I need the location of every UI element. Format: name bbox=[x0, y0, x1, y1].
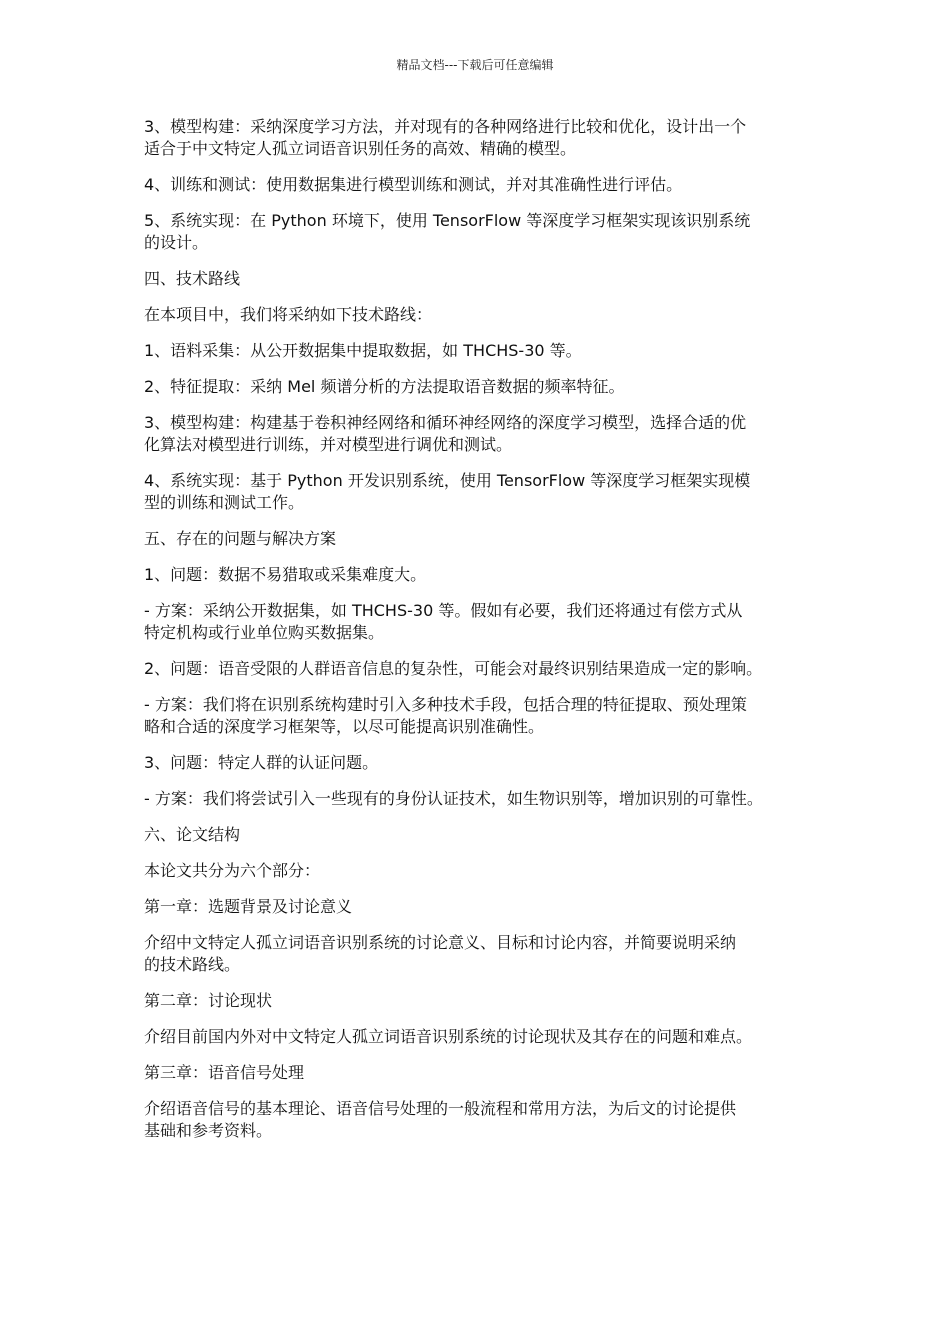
chapter-heading-text: 第二章：讨论现状 bbox=[144, 991, 273, 1010]
section-heading bbox=[144, 824, 816, 846]
paragraph-line: 3、问题：特定人群的认证问题。 bbox=[144, 753, 379, 772]
paragraph-line: 基础和参考资料。 bbox=[144, 1121, 273, 1140]
paragraph bbox=[144, 304, 816, 326]
chapter-heading bbox=[144, 1062, 816, 1084]
chapter-heading bbox=[144, 896, 816, 918]
paragraph-line: 的设计。 bbox=[144, 233, 209, 252]
page-header: 精品文档---下载后可任意编辑 bbox=[396, 58, 554, 72]
paragraph bbox=[144, 788, 816, 810]
paragraph bbox=[144, 470, 816, 514]
paragraph-line: 本论文共分为六个部分： bbox=[144, 861, 321, 880]
paragraph-line: 的技术路线。 bbox=[144, 955, 241, 974]
paragraph-line: 在本项目中，我们将采纳如下技术路线： bbox=[144, 305, 433, 324]
paragraph-line: 型的训练和测试工作。 bbox=[144, 493, 305, 512]
paragraph bbox=[144, 174, 816, 196]
paragraph-line: 介绍目前国内外对中文特定人孤立词语音识别系统的讨论现状及其存在的问题和难点。 bbox=[144, 1027, 753, 1046]
section-heading bbox=[144, 528, 816, 550]
paragraph-line: 2、特征提取：采纳 Mel 频谱分析的方法提取语音数据的频率特征。 bbox=[144, 377, 625, 396]
chapter-heading bbox=[144, 990, 816, 1012]
paragraph-line: 特定机构或行业单位购买数据集。 bbox=[144, 623, 385, 642]
paragraph bbox=[144, 860, 816, 882]
paragraph-line: 化算法对模型进行训练，并对模型进行调优和测试。 bbox=[144, 435, 513, 454]
paragraph-line: - 方案：我们将在识别系统构建时引入多种技术手段，包括合理的特征提取、预处理策 bbox=[144, 695, 747, 714]
paragraph-line: - 方案：我们将尝试引入一些现有的身份认证技术，如生物识别等，增加识别的可靠性。 bbox=[144, 789, 763, 808]
paragraph-line: 4、系统实现：基于 Python 开发识别系统，使用 TensorFlow 等深度学习框架实现模 bbox=[144, 471, 751, 490]
paragraph bbox=[144, 116, 816, 160]
section-heading-text: 五、存在的问题与解决方案 bbox=[144, 529, 337, 548]
section-heading-text: 四、技术路线 bbox=[144, 269, 241, 288]
chapter-heading-text: 第一章：选题背景及讨论意义 bbox=[144, 897, 353, 916]
paragraph bbox=[144, 210, 816, 254]
paragraph bbox=[144, 694, 816, 738]
paragraph-line: 2、问题：语音受限的人群语音信息的复杂性，可能会对最终识别结果造成一定的影响。 bbox=[144, 659, 763, 678]
document-body bbox=[144, 116, 816, 1156]
paragraph bbox=[144, 1098, 816, 1142]
paragraph bbox=[144, 340, 816, 362]
paragraph-line: 3、模型构建：构建基于卷积神经网络和循环神经网络的深度学习模型，选择合适的优 bbox=[144, 413, 747, 432]
paragraph bbox=[144, 752, 816, 774]
paragraph bbox=[144, 564, 816, 586]
paragraph-line: 介绍语音信号的基本理论、语音信号处理的一般流程和常用方法，为后文的讨论提供 bbox=[144, 1099, 737, 1118]
paragraph bbox=[144, 600, 816, 644]
paragraph-line: - 方案：采纳公开数据集，如 THCHS-30 等。假如有必要，我们还将通过有偿方式从 bbox=[144, 601, 743, 620]
paragraph bbox=[144, 932, 816, 976]
paragraph-line: 5、系统实现：在 Python 环境下，使用 TensorFlow 等深度学习框架实现该识别系统 bbox=[144, 211, 751, 230]
section-heading bbox=[144, 268, 816, 290]
paragraph-line: 1、问题：数据不易猎取或采集难度大。 bbox=[144, 565, 427, 584]
paragraph-line: 略和合适的深度学习框架等，以尽可能提高识别准确性。 bbox=[144, 717, 545, 736]
paragraph-line: 4、训练和测试：使用数据集进行模型训练和测试，并对其准确性进行评估。 bbox=[144, 175, 683, 194]
paragraph bbox=[144, 1026, 816, 1048]
section-heading-text: 六、论文结构 bbox=[144, 825, 241, 844]
paragraph bbox=[144, 658, 816, 680]
paragraph-line: 1、语料采集：从公开数据集中提取数据，如 THCHS-30 等。 bbox=[144, 341, 582, 360]
chapter-heading-text: 第三章：语音信号处理 bbox=[144, 1063, 305, 1082]
paragraph-line: 适合于中文特定人孤立词语音识别任务的高效、精确的模型。 bbox=[144, 139, 577, 158]
paragraph-line: 3、模型构建：采纳深度学习方法，并对现有的各种网络进行比较和优化，设计出一个 bbox=[144, 117, 747, 136]
paragraph-line: 介绍中文特定人孤立词语音识别系统的讨论意义、目标和讨论内容，并简要说明采纳 bbox=[144, 933, 737, 952]
paragraph bbox=[144, 376, 816, 398]
paragraph bbox=[144, 412, 816, 456]
